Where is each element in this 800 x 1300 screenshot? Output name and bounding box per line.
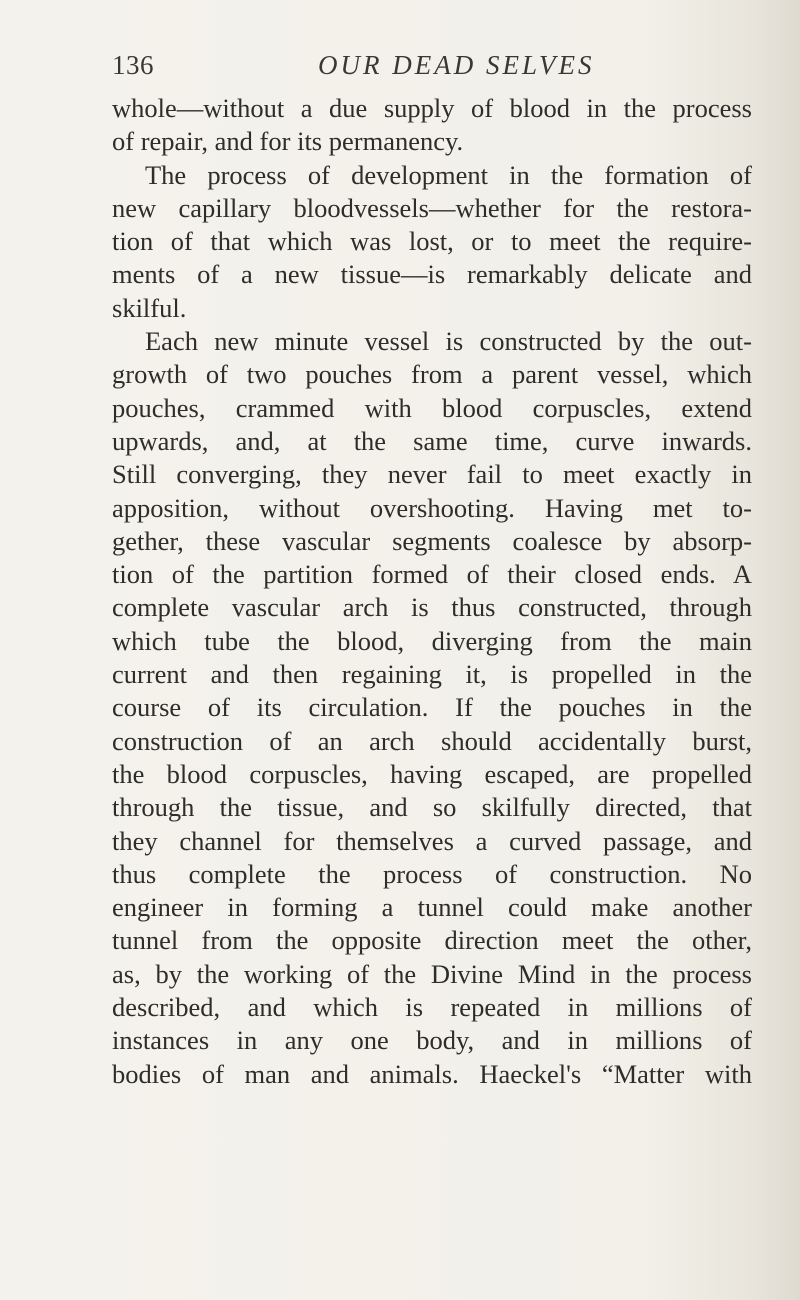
text-line: new capillary bloodvessels—whether for the restora- [112, 192, 752, 223]
text-line: Each new minute vessel is constructed by the out- [145, 326, 752, 357]
page-number: 136 [112, 50, 154, 80]
text-line: growth of two pouches from a parent vessel, which [112, 359, 752, 390]
text-line: The process of development in the formation of [145, 159, 752, 190]
text-line: apposition, without overshooting. Having met to- [112, 492, 752, 523]
text-line: course of its circulation. If the pouches in the [112, 692, 752, 723]
text-line: bodies of man and animals. Haeckel's “Matter with [112, 1058, 752, 1089]
text-line: of repair, and for its permanency. [112, 126, 464, 157]
text-line: tion of that which was lost, or to meet the require- [112, 226, 752, 257]
text-line: gether, these vascular segments coalesce by absorp- [112, 525, 752, 556]
page-header [112, 48, 712, 82]
text-line: Still converging, they never fail to meet exactly in [112, 459, 752, 490]
text-line: described, and which is repeated in millions of [112, 992, 752, 1023]
text-line: pouches, crammed with blood corpuscles, extend [112, 392, 752, 423]
text-line: thus complete the process of construction. No [112, 858, 752, 889]
text-line: ments of a new tissue—is remarkably delicate and [112, 259, 752, 290]
text-line: whole—without a due supply of blood in the process [112, 93, 752, 123]
body-text [112, 92, 752, 1091]
text-line: tunnel from the opposite direction meet the other, [112, 925, 752, 956]
text-line: engineer in forming a tunnel could make another [112, 892, 752, 923]
text-line: construction of an arch should accidentally burst, [112, 725, 752, 756]
running-title: OUR DEAD SELVES [318, 50, 595, 80]
text-line: instances in any one body, and in millions of [112, 1025, 752, 1056]
text-line: they channel for themselves a curved passage, and [112, 825, 752, 856]
text-line: as, by the working of the Divine Mind in the process [112, 958, 752, 989]
text-line: upwards, and, at the same time, curve inwards. [112, 425, 752, 456]
text-line: skilful. [112, 292, 187, 323]
text-line: the blood corpuscles, having escaped, are propelled [112, 758, 752, 789]
text-line: tion of the partition formed of their closed ends. A [112, 559, 752, 590]
text-line: complete vascular arch is thus constructed, through [112, 592, 752, 623]
text-line: through the tissue, and so skilfully directed, that [112, 792, 752, 823]
text-line: which tube the blood, diverging from the main [112, 625, 752, 656]
text-line: current and then regaining it, is propelled in the [112, 659, 752, 690]
